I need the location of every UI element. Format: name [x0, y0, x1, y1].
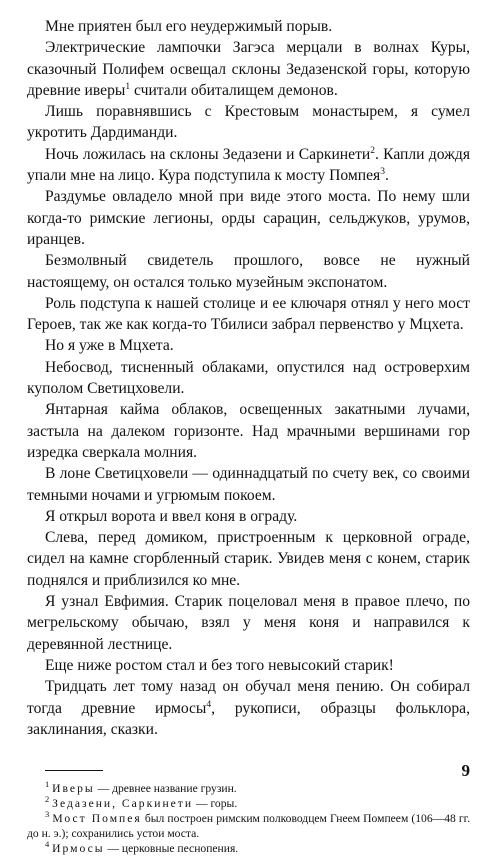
footnote-1	[27, 781, 470, 796]
footnote-ref-2: 2	[370, 145, 375, 156]
footnote-ref-4: 4	[206, 699, 212, 710]
paragraph-16-part-1: Тридцать лет тому назад он обучал меня пению. Он собирал тогда древние ирмосы	[27, 678, 470, 717]
footnote-ref-3: 3	[380, 166, 385, 177]
paragraph-16	[27, 676, 470, 740]
footnote-2-term: Зедазени, Саркинети	[52, 797, 194, 811]
paragraph-1: Мне приятен был его неудержимый порыв.	[45, 18, 333, 35]
paragraph-2-part-1: Электрические лампочки Загэса мерцали в волнах Куры, сказочный Полифем освещал склоны Зедазенской горы, которую древние иверы	[27, 39, 470, 99]
footnote-1-term: Иверы	[52, 782, 95, 796]
footnote-2-text: — горы.	[193, 797, 238, 811]
page-number: 9	[461, 761, 470, 780]
footnote-3-term: Мост Помпея	[52, 812, 142, 826]
body-text	[27, 16, 470, 740]
paragraph-8: Но я уже в Мцхета.	[45, 337, 174, 355]
paragraph-4-part-3: .	[384, 167, 389, 185]
paragraph-2	[27, 37, 470, 101]
paragraph-13: Слева, перед домиком, пристроенным к церковной ограде, сидел на камне сгорбленный старик. Увидев меня с конем, старик поднялся и приблизился ко мне.	[27, 529, 470, 589]
paragraph-2-part-2: считали обиталищем демонов.	[130, 81, 338, 99]
paragraph-6: Безмолвный свидетель прошлого, вовсе не нужный настоящему, он остался только музейным экспонатом.	[27, 252, 470, 291]
footnote-3-text: был построен римским полководцем Гнеем Помпеем (106—48 гг. до н. э.); сохранились устои моста.	[27, 812, 471, 841]
paragraph-3: Лишь поравнявшись с Крестовым монастырем, я сумел укротить Дардиманди.	[27, 103, 470, 142]
paragraph-12: Я открыл ворота и ввел коня в ограду.	[45, 507, 298, 525]
page-content	[27, 16, 470, 856]
paragraph-4-part-2: . Капли дождя упали мне на лицо. Кура подступила к мосту Помпея	[27, 145, 470, 185]
paragraph-4	[27, 144, 470, 187]
paragraph-16-part-2: , рукописи, образцы фольклора, заклинания, сказки.	[27, 699, 470, 738]
footnote-divider	[45, 770, 103, 771]
paragraph-7: Роль подступа к нашей столице и ее ключаря отнял у него мост Героев, так же как когда-то Тбилиси забрал первенство у Мцхета.	[27, 294, 470, 334]
footnote-4-number: 4	[45, 839, 50, 850]
footnote-ref-1: 1	[125, 81, 131, 92]
footnote-1-text: — древнее название грузин.	[94, 782, 237, 796]
footnote-1-number: 1	[45, 779, 50, 790]
paragraph-14: Я узнал Евфимия. Старик поцеловал меня в правое плечо, по мегрельскому обычаю, взял у меня коня и направился к деревянной лестнице.	[27, 593, 470, 653]
footnote-4-term: Ирмосы	[52, 842, 105, 856]
paragraph-11: В лоне Светицховели — одиннадцатый по счету век, со своими темными ночами и угрюмым покоем.	[27, 465, 470, 504]
paragraph-4-part-1: Ночь ложилась на склоны Зедазени и Саркинети	[45, 145, 371, 163]
footnote-2-number: 2	[45, 794, 50, 805]
footnotes	[27, 781, 470, 856]
paragraph-5: Раздумье овладело мной при виде этого моста. По нему шли когда-то римские легионы, орды сарацин, сельджуков, урумов, иранцев.	[27, 188, 470, 248]
paragraph-9: Небосвод, тисненный облаками, опустился над островерхим куполом Светицховели.	[27, 358, 470, 398]
footnote-4	[27, 841, 470, 856]
footnote-4-text: — церковные песнопения.	[104, 842, 239, 856]
paragraph-10: Янтарная кайма облаков, освещенных закатными лучами, застыла на далеком горизонте. Над мрачными вершинами гор изредка сверкала молния.	[27, 401, 470, 461]
footnote-3-number: 3	[45, 809, 50, 820]
footnote-2	[27, 796, 470, 811]
footnote-3	[27, 811, 470, 841]
paragraph-15: Еще ниже ростом стал и без того невысокий старик!	[45, 656, 394, 674]
